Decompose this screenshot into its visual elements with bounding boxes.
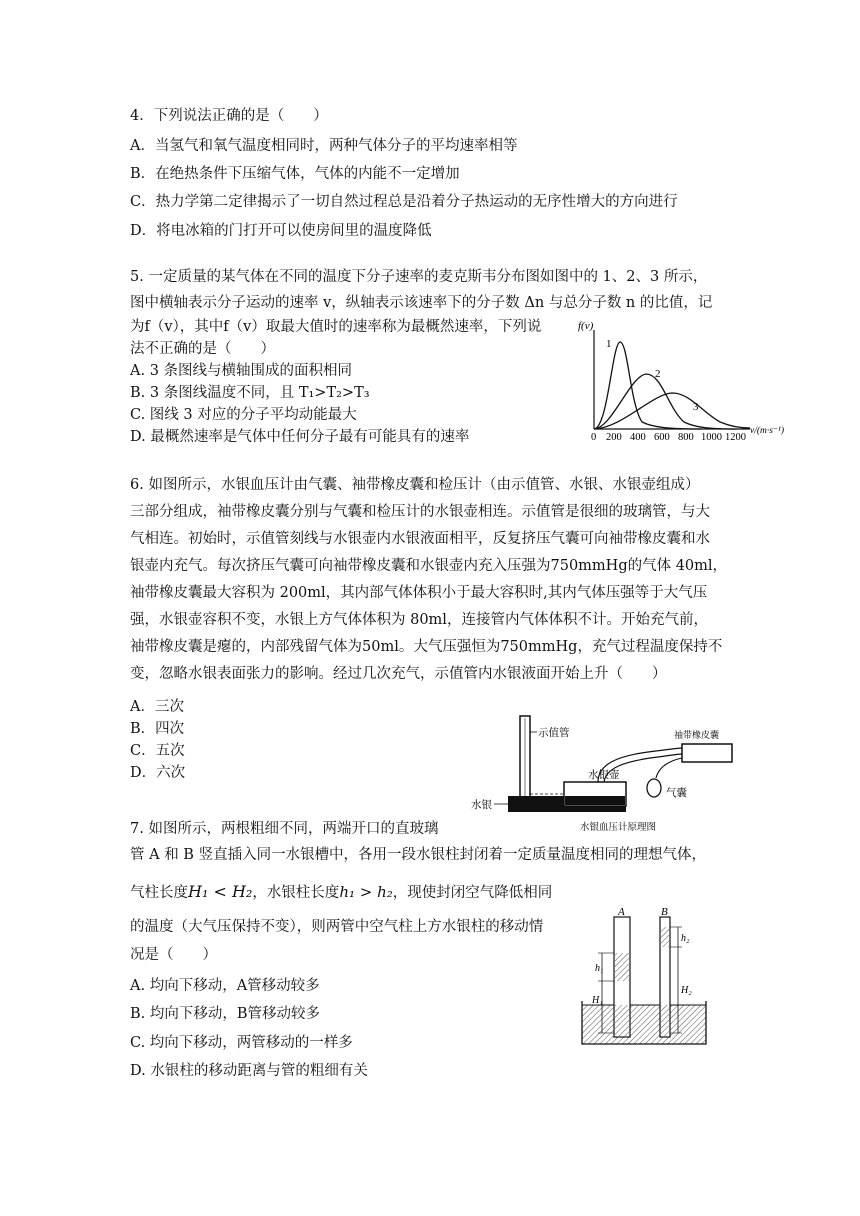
fig6-pot-mercury [565,796,625,805]
q5-line-3: 为f（v），其中f（v）取最大值时的速率称为最概然速率，下列说 [130,319,542,335]
q7-option-d: D. 水银柱的移动距离与管的粗细有关 [130,1063,368,1079]
q7-option-b: B. 均向下移动，B管移动较多 [130,1006,321,1022]
fig6-caption: 水银血压计原理图 [580,823,657,833]
blood-pressure-gauge-figure [468,708,768,836]
q6-line-7: 袖带橡皮囊是瘪的，内部残留气体为50ml。大气压强恒为750mmHg，充气过程温度保持不 [130,639,723,655]
q7-line-2: 管 A 和 B 竖直插入同一水银槽中，各用一段水银柱封闭着一定质量温度相同的理想气体， [130,847,707,863]
fig7-mercury-trough [582,1005,706,1044]
q6-option-d: D．六次 [130,765,186,781]
q5-option-d: D. 最概然速率是气体中任何分子最有可能具有的速率 [130,429,470,445]
fig5-curve-label-1: 1 [606,338,612,350]
two-tubes-figure [580,905,708,1047]
fig5-x-tick-0: 0 [591,432,597,443]
q6-option-c: C．五次 [130,743,185,759]
q7-line-4: 况是（ ） [130,947,217,963]
fig7-tube-a-bottom-mercury [615,1005,629,1036]
q4-option-b: B．在绝热条件下压缩气体，气体的内能不一定增加 [130,166,460,182]
q5-option-c: C. 图线 3 对应的分子平均动能最大 [130,407,357,423]
q6-option-b: B．四次 [130,721,185,737]
q5-option-b: B. 3 条图线温度不同，且 T₁>T₂>T₃ [130,385,370,401]
q5-line-2: 图中横轴表示分子运动的速率 v，纵轴表示该速率下的分子数 Δn 与总分子数 n 的比值，记 [130,295,713,311]
fig6-bulb-hose [656,758,682,778]
fig5-x-tick-1200: 1200 [725,432,746,443]
q5-line-1: 5. 一定质量的某气体在不同的温度下分子速率的麦克斯韦分布图如图中的 1、2、3 所示， [130,269,708,285]
fig5-x-tick-1000: 1000 [701,432,722,443]
q6-line-2: 三部分组成，袖带橡皮囊分别与气囊和检压计的水银壶相连。示值管是很细的玻璃管，与大 [130,504,710,520]
fig6-bulb [647,779,661,797]
fig6-label-cuff: 袖带橡皮囊 [674,730,720,740]
q7-cond-h-mercury: h₁ > h₂ [339,883,393,901]
q7-option-c: C. 均向下移动，两管移动的一样多 [130,1035,353,1051]
q7-condition-line [130,883,552,902]
fig6-label-pot: 水银壶 [588,770,620,781]
q4-option-d: D．将电冰箱的门打开可以使房间里的温度降低 [130,223,432,239]
fig7-label-H1: H₁ [592,995,603,1006]
fig5-curve-label-3: 3 [693,401,699,413]
q5-option-a: A. 3 条图线与横轴围成的面积相同 [130,363,353,379]
fig7-label-H2: H₂ [681,985,692,996]
q4-stem: 4．下列说法正确的是（ ） [130,108,328,124]
fig5-x-tick-800: 800 [678,432,694,443]
fig7-label-b: B [661,906,668,918]
fig7-tube-b-mercury [661,927,669,947]
q6-line-4: 银壶内充气。每次挤压气囊可向袖带橡皮囊和水银壶内充入压强为750mmHg的气体 40ml， [130,558,728,574]
fig6-cuff [682,744,732,762]
q4-option-c: C．热力学第二定律揭示了一切自然过程总是沿着分子热运动的无序性增大的方向进行 [130,194,678,210]
q6-option-a: A．三次 [130,699,184,715]
q6-line-1: 6. 如图所示，水银血压计由气囊、袖带橡皮囊和检压计（由示值管、水银、水银壶组成） [130,477,700,493]
fig5-x-tick-200: 200 [606,432,622,443]
fig7-label-h1: h₁ [595,963,604,974]
fig5-curve-3 [594,393,750,429]
fig7-label-h2: h₂ [681,933,690,944]
q7-cond-h-lengths: H₁ < H₂ [188,882,253,901]
q7-cond-suffix: ，现使封闭空气降低相同 [392,885,553,901]
q7-line-1: 7. 如图所示，两根粗细不同，两端开口的直玻璃 [130,821,439,837]
q7-cond-mid: ，水银柱长度 [252,885,340,901]
fig5-curve-label-2: 2 [655,368,661,380]
fig6-label-bulb: 气囊 [666,788,687,799]
fig6-label-tube: 示值管 [538,728,570,739]
fig7-tube-b-bottom-mercury [661,1005,669,1036]
q6-line-6: 强，水银壶容积不变，水银上方气体体积为 80ml，连接管内气体体积不计。开始充气前， [130,612,708,628]
q6-line-8: 变，忽略水银表面张力的影响。经过几次充气，示值管内水银液面开始上升（ ） [130,666,667,682]
q4-option-a: A．当氢气和氧气温度相同时，两种气体分子的平均速率相等 [130,138,518,154]
fig7-tube-a-mercury [615,953,629,981]
fig6-label-mercury: 水银 [471,800,492,811]
q7-cond-prefix: 气柱长度 [130,885,188,901]
q6-line-5: 袖带橡皮囊最大容积为 200ml，其内部气体体积小于最大容积时,其内气体压强等于大气压 [130,585,708,601]
q7-line-3: 的温度（大气压保持不变），则两管中空气柱上方水银柱的移动情 [130,919,544,935]
fig5-x-tick-400: 400 [630,432,646,443]
fig5-x-label: v/(m·s⁻¹) [750,426,784,436]
fig7-label-a: A [618,906,625,918]
maxwell-distribution-figure [572,316,797,444]
fig5-curve-2 [594,374,737,429]
q7-option-a: A. 均向下移动，A管移动较多 [130,978,320,994]
q5-line-4: 法不正确的是（ ） [130,341,275,357]
fig5-y-label: f(v) [578,320,594,332]
q6-line-3: 气相连。初始时，示值管刻线与水银壶内水银液面相平，反复挤压气囊可向袖带橡皮囊和水 [130,531,710,547]
fig5-x-tick-600: 600 [654,432,670,443]
